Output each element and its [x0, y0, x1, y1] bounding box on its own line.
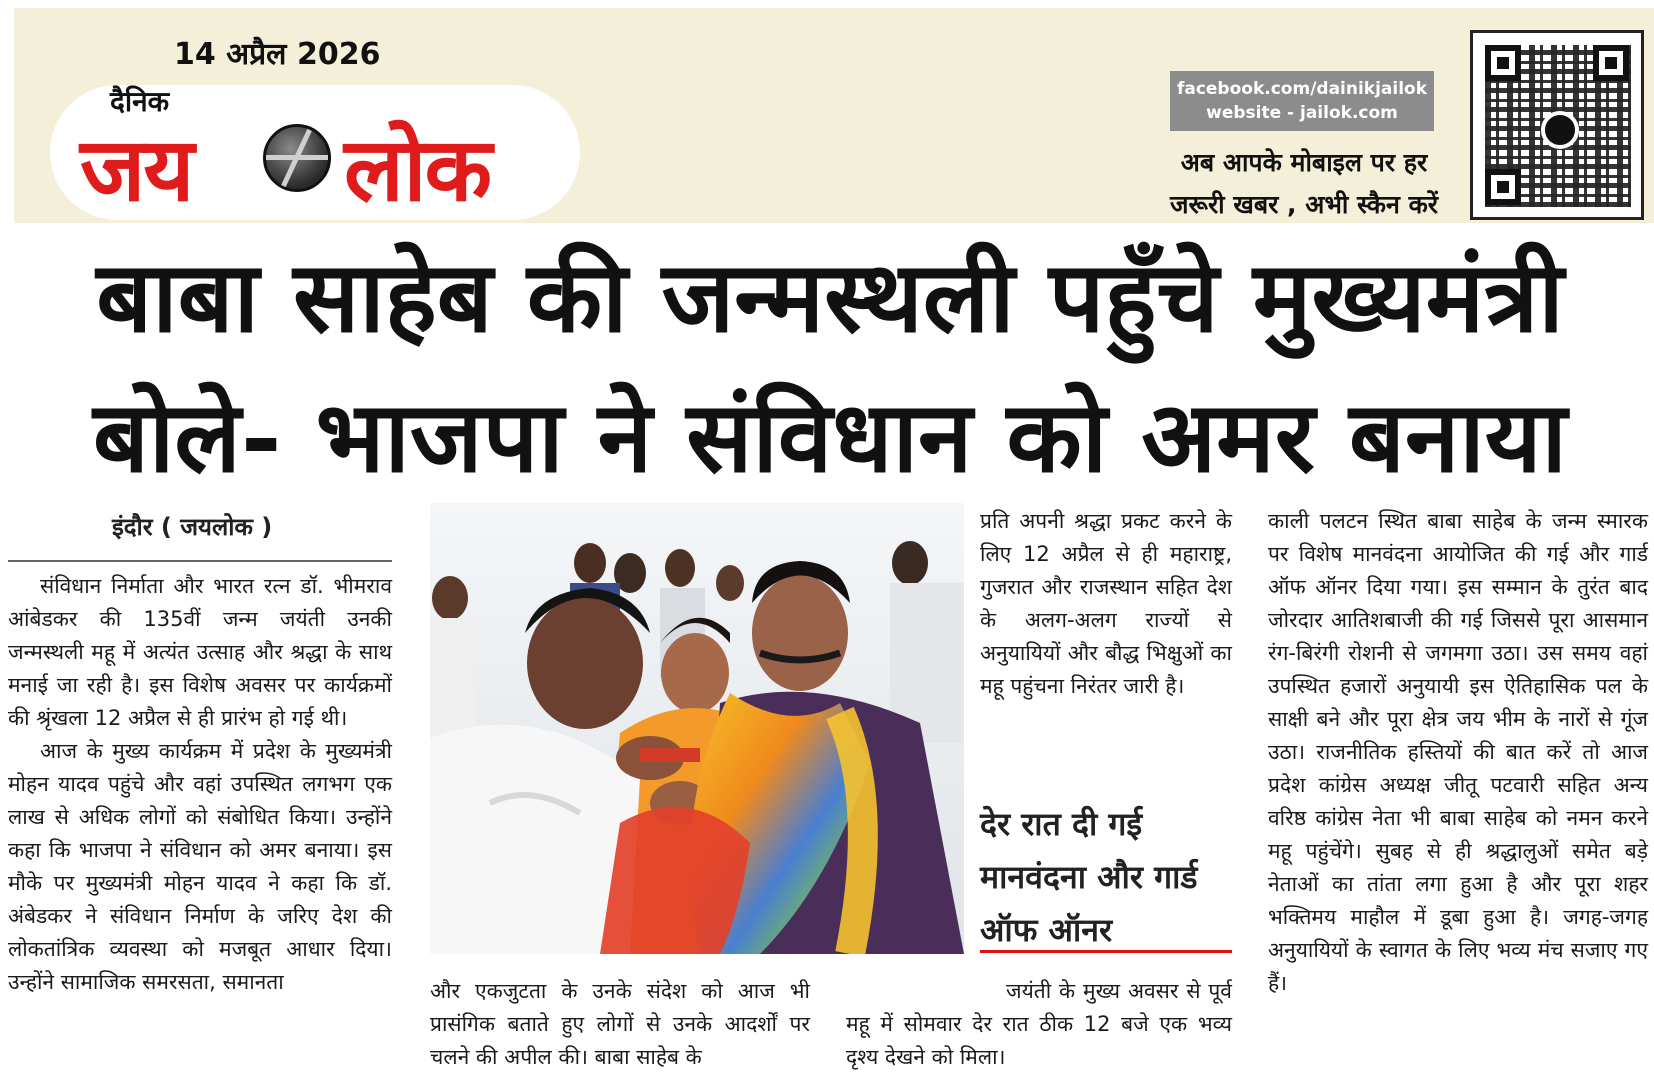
article-column-4-text: काली पलटन स्थित बाबा साहेब के जन्म स्मारक पर विशेष मानवंदना आयोजित की गई और गार्ड ऑफ ऑनर दिया गया। इस सम्मान के तुरंत बाद जोरदार आतिशबाजी की गई जिससे पूरा आसमान रंग-बिरंगी रोशनी से जगमगा उठा। उस समय वहां उपस्थित हजारों अनुयायी इस ऐतिहासिक पल के साक्षी बने और पूरा क्षेत्र जय भीम के नारों से गूंज उठा। राजनीतिक हस्तियों की बात करें तो आज प्रदेश कांग्रेस अध्यक्ष जीतू पटवारी सहित अन्य वरिष्ठ कांग्रेस नेता भी बाबा साहेब को नमन करने महू पहुंचेंगे। सुबह से ही श्रद्धालुओं समेत बड़े नेताओं का तांता लगा हुआ है और पूरा शहर भक्तिमय माहौल में डूबा हुआ है। जगह-जगह अनुयायियों के स्वागत के लिए भव्य मंच सजाए गए हैं। — [1268, 509, 1648, 995]
logo-word-lok: लोक — [344, 118, 491, 221]
logo-word-jai: जय — [80, 118, 193, 221]
article-column-3-text: प्रति अपनी श्रद्धा प्रकट करने के लिए 12 अप्रैल से ही महाराष्ट्र, गुजरात और राजस्थान सहित देश के अलग-अलग राज्यों से अनुयायियों और बौद्ध भिक्षुओं का महू पहुंचना निरंतर जारी है। — [980, 509, 1232, 698]
issue-date: 14 अप्रैल 2026 — [174, 37, 381, 72]
social-links-box — [1170, 71, 1434, 131]
news-photo — [430, 503, 964, 954]
qr-finder-top-right — [1593, 45, 1629, 81]
masthead — [14, 8, 1654, 223]
article-column-2 — [430, 975, 810, 1085]
article-paragraph-2: आज के मुख्य कार्यक्रम में प्रदेश के मुख्यमंत्री मोहन यादव पहुंचे और वहां उपस्थित लगभग एक लाख से अधिक लोगों को संबोधित किया। उन्होंने कहा कि भाजपा ने संविधान को अमर बनाया। इस मौके पर मुख्यमंत्री मोहन यादव ने कहा कि डॉ. अंबेडकर ने संविधान निर्माण के जरिए देश की लोकतांत्रिक व्यवस्था को मजबूत आधार दिया। उन्होंने सामाजिक समरसता, समानता — [8, 739, 392, 994]
photo-illustration — [430, 503, 964, 954]
qr-finder-bottom-left — [1485, 169, 1521, 205]
headline-line-1: बाबा साहेब की जन्मस्थली पहुँचे मुख्यमंत्री — [96, 240, 1564, 355]
promo-line-1: अब आपके मोबाइल पर हर — [1180, 148, 1428, 177]
website-link[interactable]: website - jailok.com — [1206, 103, 1398, 123]
headline-line-2: बोले- भाजपा ने संविधान को अमर बनाया — [93, 380, 1567, 495]
subheading-underline — [980, 950, 1232, 953]
article-column-3-bottom-text: जयंती के मुख्य अवसर से पूर्व महू में सोमवार देर रात ठीक 12 बजे एक भव्य दृश्य देखने को मिला। — [846, 979, 1232, 1069]
whatsapp-icon — [1541, 111, 1579, 149]
article-column-2-text: और एकजुटता के उनके संदेश को आज भी प्रासंगिक बताते हुए लोगों से उनके आदर्शों पर चलने की अपील की। बाबा साहेब के — [430, 979, 810, 1069]
facebook-link[interactable]: facebook.com/dainikjailok — [1176, 79, 1428, 99]
article-column-4 — [1268, 505, 1648, 1085]
qr-finder-top-left — [1485, 45, 1521, 81]
article-column-1 — [8, 570, 392, 1085]
byline-divider — [8, 560, 392, 562]
globe-icon — [263, 124, 331, 192]
logo-prefix: दैनिक — [110, 85, 170, 118]
article-column-3-bottom — [846, 975, 1232, 1085]
subheading: देर रात दी गई मानवंदना और गार्ड ऑफ ऑनर — [980, 805, 1198, 949]
article-paragraph-1: संविधान निर्माता और भारत रत्न डॉ. भीमराव आंबेडकर की 135वीं जन्म जयंती उनकी जन्मस्थली महू में अत्यंत उत्साह और श्रद्धा के साथ मनाई जा रही है। इस विशेष अवसर पर कार्यक्रमों की श्रृंखला 12 अप्रैल से ही प्रारंभ हो गई थी। — [8, 574, 392, 730]
qr-code[interactable] — [1470, 30, 1644, 220]
article-column-3 — [980, 505, 1232, 745]
byline: इंदौर ( जयलोक ) — [112, 513, 273, 541]
scan-promo — [1164, 142, 1444, 226]
promo-line-2: जरूरी खबर , अभी स्कैन करें — [1169, 190, 1439, 219]
